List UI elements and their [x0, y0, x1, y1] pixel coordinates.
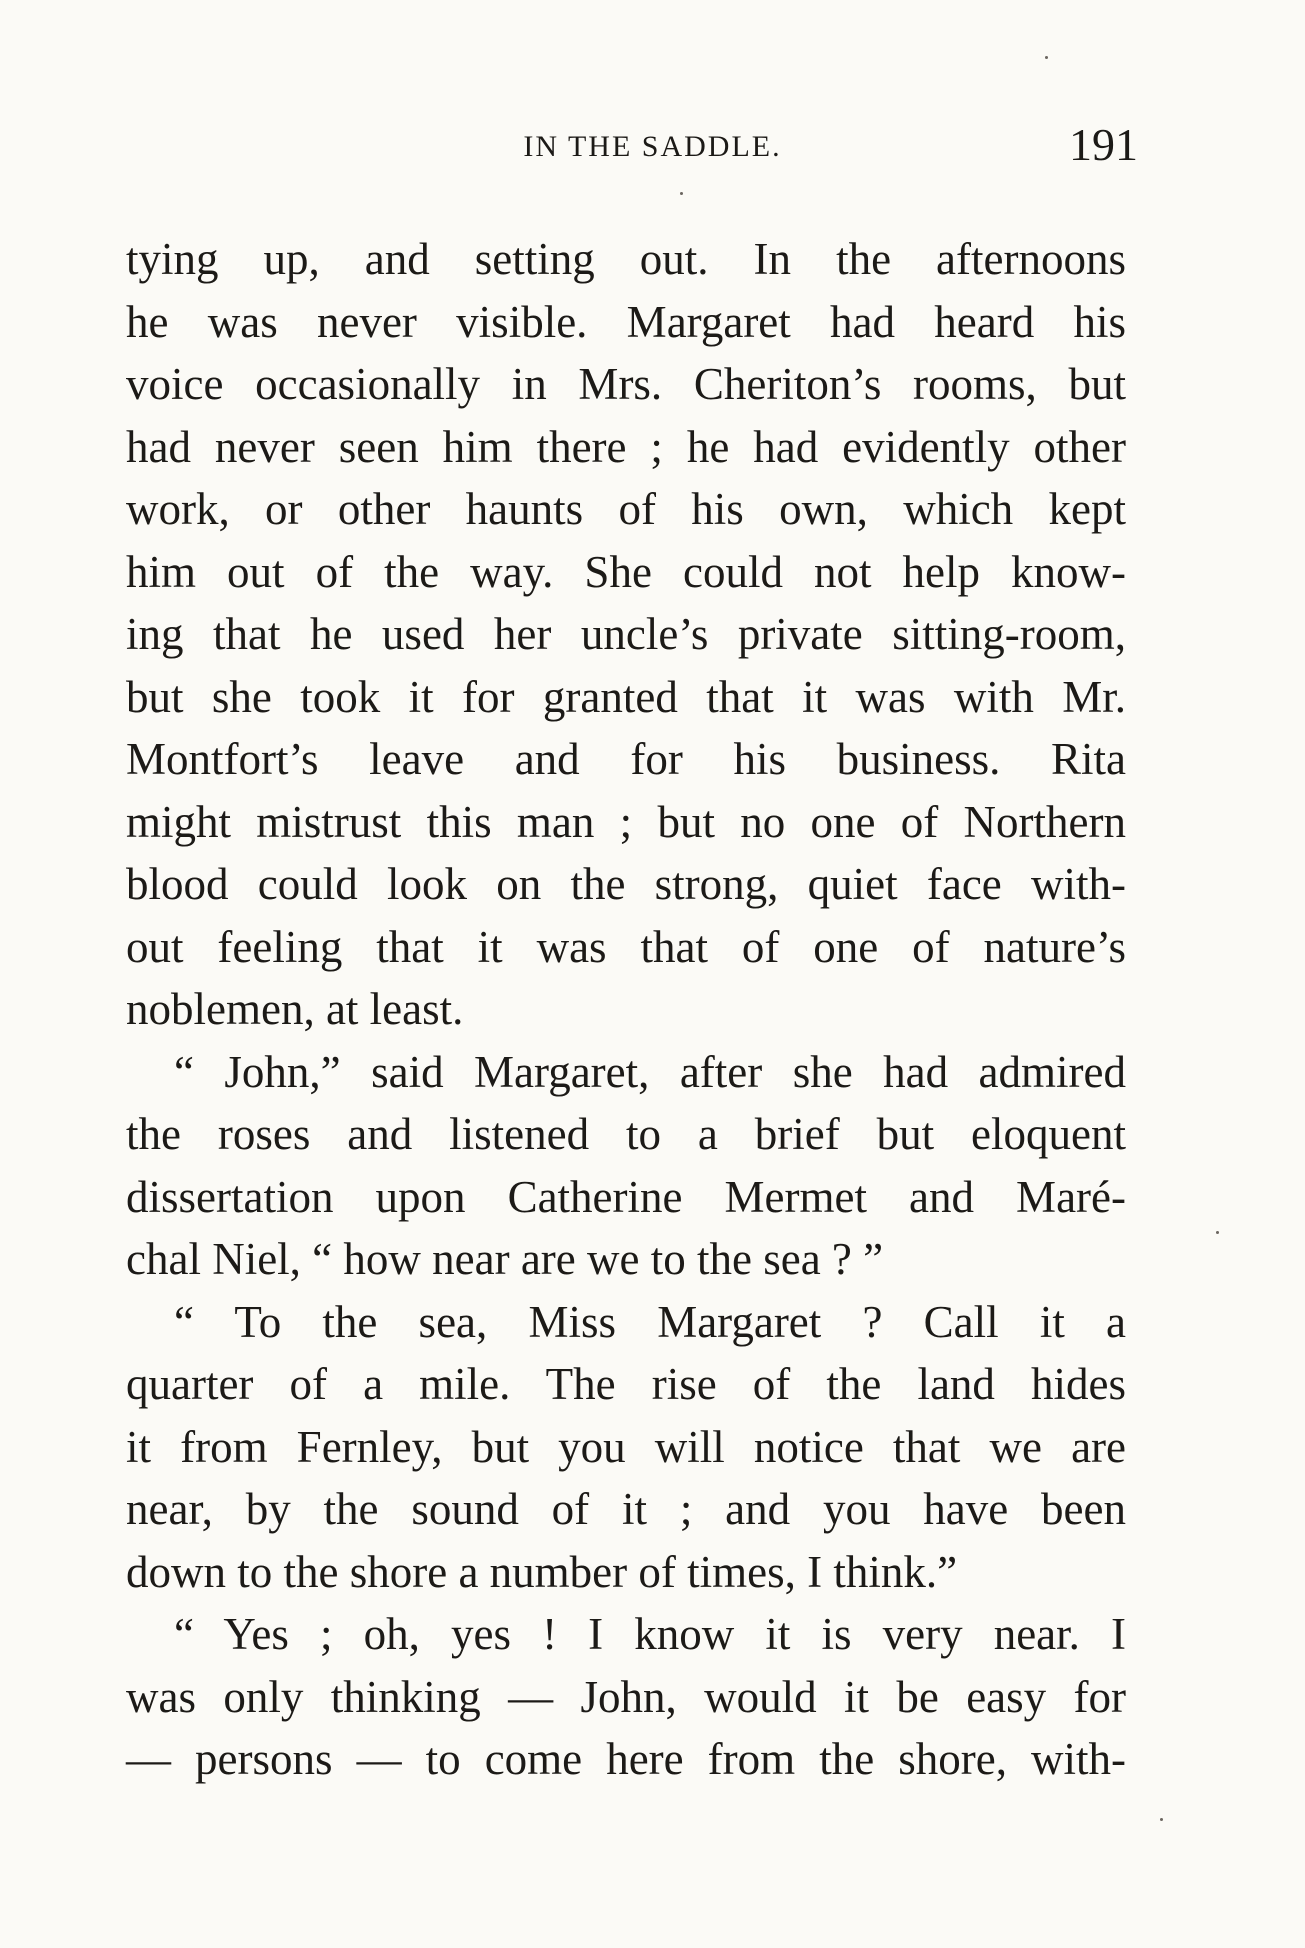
page-number: 191 [1069, 119, 1138, 170]
paper-speck [1160, 1818, 1163, 1821]
text-line: quarter of a mile. The rise of the land hides [126, 1359, 1126, 1409]
text-line: Montfort’s leave and for his business. Rita [126, 734, 1126, 784]
text-line: “ John,” said Margaret, after she had admired [174, 1046, 1126, 1097]
text-line: but she took it for granted that it was with Mr. [126, 671, 1126, 722]
paper-speck [1216, 1231, 1219, 1234]
text-line: had never seen him there ; he had evidently other [126, 421, 1126, 472]
text-line: tying up, and setting out. In the afternoons [126, 234, 1126, 284]
text-line: “ To the sea, Miss Margaret ? Call it a [174, 1296, 1126, 1347]
text-line: was only thinking — John, would it be easy for [126, 1671, 1126, 1722]
paper-speck [1045, 56, 1048, 59]
text-line: voice occasionally in Mrs. Cheriton’s rooms, but [126, 359, 1126, 409]
text-line: ing that he used her uncle’s private sitting-room, [126, 609, 1126, 659]
paragraph-1 [126, 228, 1126, 1041]
text-line: chal Niel, “ how near are we to the sea ? ” [126, 1234, 884, 1284]
text-line: work, or other haunts of his own, which kept [126, 484, 1126, 534]
text-line: might mistrust this man ; but no one of Northern [126, 796, 1126, 847]
text-line: near, by the sound of it ; and you have been [126, 1484, 1126, 1534]
running-title: IN THE SADDLE. [523, 130, 782, 163]
text-line: down to the shore a number of times, I think.” [126, 1546, 958, 1597]
text-line: noblemen, at least. [126, 984, 464, 1034]
text-line: — persons — to come here from the shore, with- [126, 1734, 1126, 1784]
paragraph-4 [126, 1603, 1126, 1791]
text-line: blood could look on the strong, quiet face with- [126, 859, 1126, 909]
text-line: out feeling that it was that of one of nature’s [126, 921, 1126, 972]
text-line: dissertation upon Catherine Mermet and Maré- [126, 1171, 1126, 1222]
text-line: he was never visible. Margaret had heard his [126, 296, 1126, 347]
text-line: it from Fernley, but you will notice that we are [126, 1421, 1126, 1472]
text-line: him out of the way. She could not help know- [126, 546, 1126, 597]
body-text [126, 228, 1126, 1791]
text-line: “ Yes ; oh, yes ! I know it is very near. I [174, 1609, 1126, 1659]
text-line: the roses and listened to a brief but eloquent [126, 1109, 1126, 1159]
paragraph-3 [126, 1291, 1126, 1604]
paper-speck [680, 192, 683, 195]
paragraph-2 [126, 1041, 1126, 1291]
